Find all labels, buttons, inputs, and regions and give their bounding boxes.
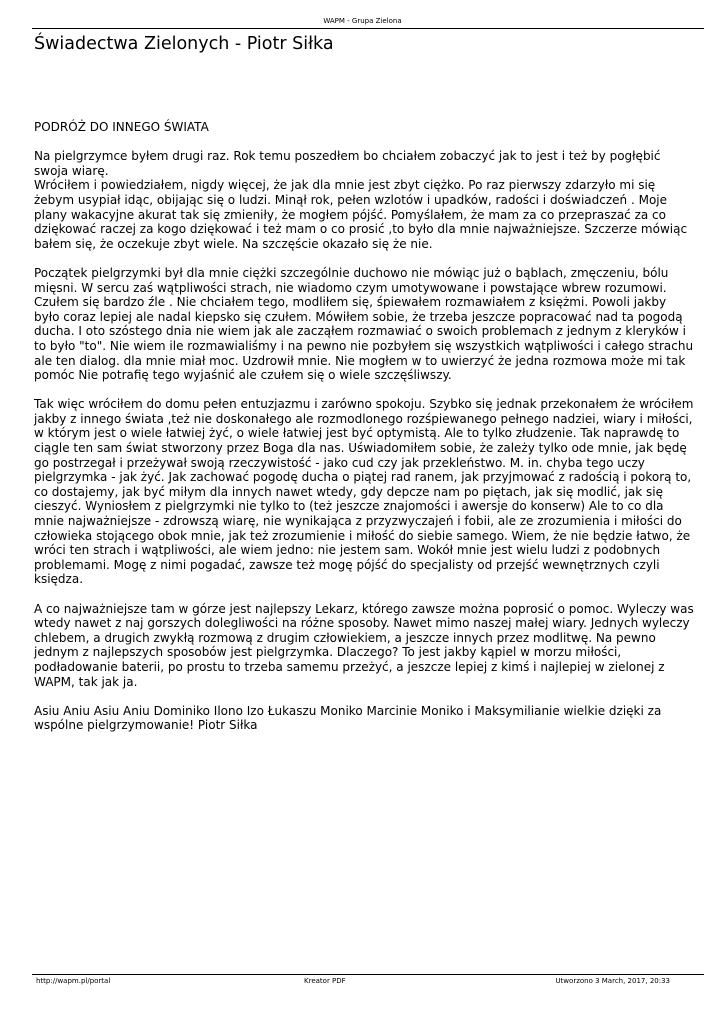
- article-body: [34, 120, 694, 748]
- footer-url-link[interactable]: http://wapm.pl/portal: [36, 977, 111, 985]
- article-heading: PODRÓŻ DO INNEGO ŚWIATA: [34, 120, 209, 134]
- page-header: [0, 17, 725, 25]
- header-divider: [32, 28, 704, 29]
- paragraph-5: A co najważniejsze tam w górze jest najlepszy Lekarz, którego zawsze można poprosić o pomoc. Wyleczy was wtedy nawet z naj gorszych dolegliwości na różne sposoby. Nawet mimo naszej małej wiary. Jednych wyleczy chlebem, a drugich zwykłą rozmową z drugim człowiekiem, a jeszcze innych przez modlitwę. Na pewno jednym z najlepszych sposobów jest pielgrzymka. Dlaczego? To jest jakby kąpiel w morzu miłości, podładowanie baterii, po prostu to trzeba samemu przeżyć, a jeszcze lepiej z kimś i najlepiej w zielonej z WAPM, tak jak ja.: [34, 601, 694, 689]
- paragraph-4: Tak więc wróciłem do domu pełen entuzjazmu i zarówno spokoju. Szybko się jednak przekonałem że wróciłem jakby z innego świata ,też nie doskonałego ale rozmodlonego rozśpiewanego pełnego nadziei, wiary i miłości, w którym jest o wiele łatwiej żyć, o wiele łatwiej jest być optymistą. Ale to tylko złudzenie. Tak naprawdę to ciągle ten sam świat stworzony przez Boga dla nas. Uświadomiłem sobie, że zależy tylko ode mnie, jak będę go postrzegał i przeżywał swoją rzeczywistość - jako cud czy jak przekleństwo. M. in. chyba tego uczy pielgrzymka - jak żyć. Jak zachować pogodę ducha o piątej rad ranem, jak przyjmować z radością i pokorą to, co dostajemy, jak być miłym dla innych nawet wtedy, gdy depcze nam po piętach, jak się modlić, jak się cieszyć. Wyniosłem z pielgrzymki nie tylko to (też jeszcze znajomości i awersje do konserw) Ale to co dla mnie najważniejsze - zdrowszą wiarę, nie wynikająca z przyzwyczajeń i fobii, ale ze zrozumienia i miłości do człowieka stojącego obok mnie, jak też zrozumienie i miłość do siebie samego. Wiem, że nie będzie łatwo, że wróci ten strach i wątpliwości, ale wiem jedno: nie jestem sam. Wokół mnie jest wielu ludzi z podobnych problemami. Mogę z nimi pogadać, zawsze też mogę pójść do specjalisty od przejść wewnętrznych czyli księdza.: [34, 397, 694, 587]
- footer-divider: [32, 974, 704, 975]
- site-name: WAPM - Grupa Zielona: [323, 17, 402, 25]
- paragraph-6: Asiu Aniu Asiu Aniu Dominiko Ilono Izo Łukaszu Moniko Marcinie Moniko i Maksymilianie wielkie dzięki za wspólne pielgrzymowanie! Piotr Siłka: [34, 703, 662, 733]
- footer-created-date: Utworzono 3 March, 2017, 20:33: [555, 977, 670, 985]
- paragraph-1: Na pielgrzymce byłem drugi raz. Rok temu poszedłem bo chciałem zobaczyć jak to jest i też by pogłębić swoja wiarę.: [34, 149, 661, 178]
- footer-generator: Kreator PDF: [304, 977, 346, 985]
- paragraph-3: Początek pielgrzymki był dla mnie ciężki szczególnie duchowo nie mówiąc już o bąblach, zmęczeniu, bólu mięsni. W sercu zaś wątpliwości strach, nie wiadomo czym umotywowane i powstające wbrew rozumowi. Czułem się bardzo źle . Nie chciałem tego, modliłem się, śpiewałem rozmawiałem z księżmi. Powoli jakby było coraz lepiej ale nadal kiepsko się czułem. Mówiłem sobie, że trzeba jeszcze popracować nad ta pogodą ducha. I oto szóstego dnia nie wiem jak ale zacząłem rozmawiać o swoich problemach z jednym z kleryków i to było "to". Nie wiem ile rozmawialiśmy i na pewno nie pozbyłem się wszystkich wątpliwości i całego strachu ale ten dialog. dla mnie miał moc. Uzdrowił mnie. Nie mogłem w to uwierzyć że jedna rozmowa może mi tak pomóc Nie potrafię tego wyjaśnić ale czułem się o wiele szczęśliwszy.: [34, 265, 694, 383]
- paragraph-2: Wróciłem i powiedziałem, nigdy więcej, że jak dla mnie jest zbyt ciężko. Po raz pierwszy zdarzyło mi się żebym usypiał idąc, obijając się o ludzi. Minął rok, pełen wzlotów i upadków, radości i doświadczeń . Moje plany wakacyjne akurat tak się zmieniły, że mogłem pójść. Pomyślałem, że mam za co przepraszać za co dziękować raczej za kogo dziękować i też mam o co prosić ,to było dla mnie najważniejsze. Szczerze mówiąc bałem się, że oczekuje zbyt wiele. Na szczęście okazało się że nie.: [34, 178, 688, 251]
- page-title: Świadectwa Zielonych - Piotr Siłka: [34, 34, 334, 54]
